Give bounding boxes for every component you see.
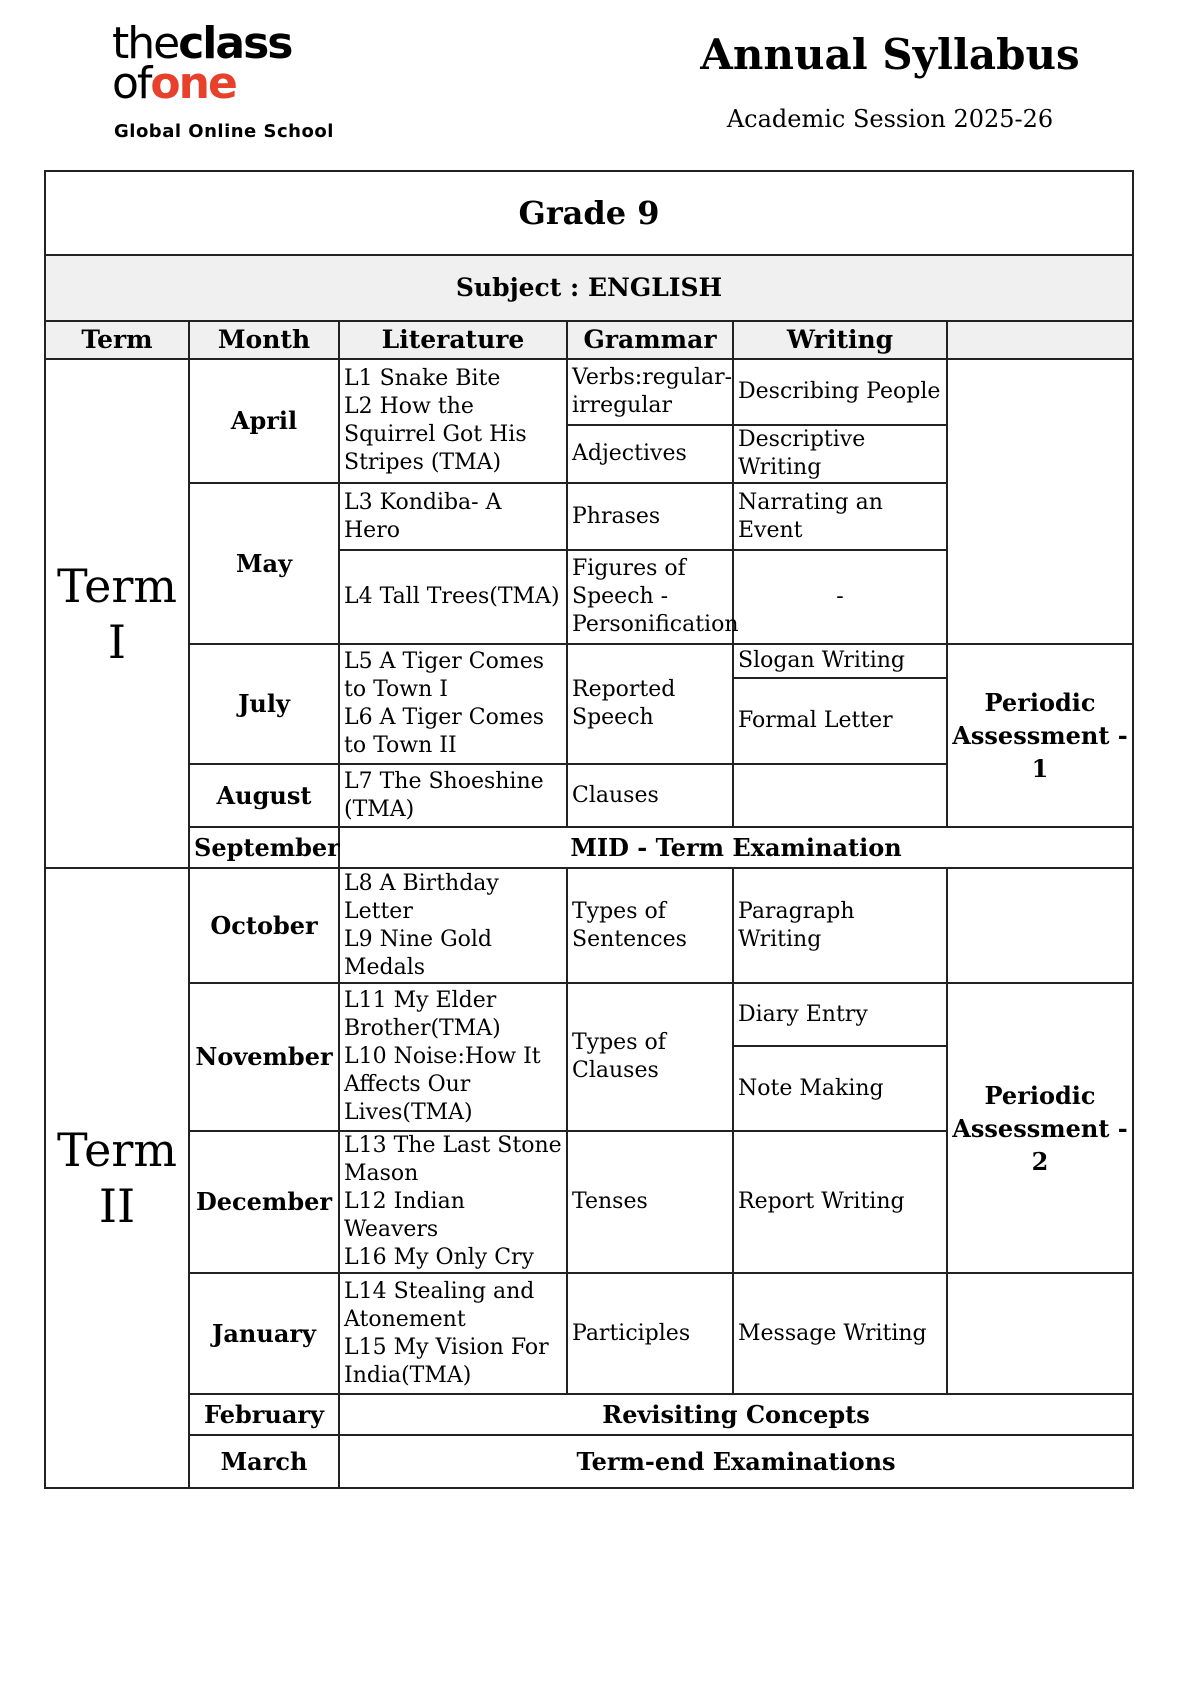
writing-august bbox=[733, 764, 947, 827]
grammar-may-2: Figures of Speech - Personification bbox=[567, 550, 733, 644]
literature-may-2: L4 Tall Trees(TMA) bbox=[339, 550, 567, 644]
revisiting-concepts: Revisiting Concepts bbox=[339, 1394, 1133, 1435]
month-april: April bbox=[189, 359, 339, 483]
writing-october: Paragraph Writing bbox=[733, 868, 947, 983]
lesson-item: L9 Nine Gold Medals bbox=[344, 926, 493, 980]
lesson-item: L12 Indian Weavers bbox=[344, 1189, 465, 1242]
table-row bbox=[45, 983, 1133, 1046]
month-february: February bbox=[189, 1394, 339, 1435]
writing-december: Report Writing bbox=[733, 1131, 947, 1273]
column-header-grammar: Grammar bbox=[567, 321, 733, 359]
month-october: October bbox=[189, 868, 339, 983]
school-logo bbox=[112, 18, 352, 142]
grammar-april-1: Verbs:regular-irregular bbox=[567, 359, 733, 425]
logo-line-1: theclass bbox=[112, 18, 292, 69]
term-1-label: Term I bbox=[45, 359, 189, 868]
table-row bbox=[45, 1435, 1133, 1488]
logo-line-2: ofone bbox=[112, 58, 236, 109]
lesson-item: L8 A Birthday Letter bbox=[344, 870, 499, 924]
grammar-november: Types of Clauses bbox=[567, 983, 733, 1131]
assessment-empty-cell bbox=[947, 359, 1133, 644]
table-row bbox=[45, 644, 1133, 678]
grammar-april-2: Adjectives bbox=[567, 425, 733, 483]
subject-heading: Subject : ENGLISH bbox=[45, 255, 1133, 321]
table-row bbox=[45, 359, 1133, 425]
month-december: December bbox=[189, 1131, 339, 1273]
periodic-assessment-1: Periodic Assessment - 1 bbox=[947, 644, 1133, 827]
grammar-december: Tenses bbox=[567, 1131, 733, 1273]
column-header-row bbox=[45, 321, 1133, 359]
term-2-label: Term II bbox=[45, 868, 189, 1488]
writing-november-2: Note Making bbox=[733, 1046, 947, 1131]
writing-november-1: Diary Entry bbox=[733, 983, 947, 1046]
column-header-literature: Literature bbox=[339, 321, 567, 359]
academic-session: Academic Session 2025-26 bbox=[726, 105, 1054, 133]
table-row bbox=[45, 1394, 1133, 1435]
table-row bbox=[45, 868, 1133, 983]
literature-may-1: L3 Kondiba- A Hero bbox=[339, 483, 567, 550]
literature-december bbox=[339, 1131, 567, 1273]
literature-january bbox=[339, 1273, 567, 1394]
logo-tagline: Global Online School bbox=[114, 121, 334, 142]
column-header-writing: Writing bbox=[733, 321, 947, 359]
literature-july bbox=[339, 644, 567, 764]
writing-april-1: Describing People bbox=[733, 359, 947, 425]
assessment-empty-cell bbox=[947, 1273, 1133, 1394]
lesson-item: L5 A Tiger Comes to Town I bbox=[344, 649, 545, 702]
month-september: September bbox=[189, 827, 339, 868]
literature-october bbox=[339, 868, 567, 983]
month-may: May bbox=[189, 483, 339, 644]
writing-july-2: Formal Letter bbox=[733, 678, 947, 764]
lesson-item: L14 Stealing and Atonement bbox=[344, 1278, 535, 1332]
writing-may-2: - bbox=[733, 550, 947, 644]
month-july: July bbox=[189, 644, 339, 764]
month-march: March bbox=[189, 1435, 339, 1488]
month-november: November bbox=[189, 983, 339, 1131]
writing-july-1: Slogan Writing bbox=[733, 644, 947, 678]
literature-november bbox=[339, 983, 567, 1131]
month-january: January bbox=[189, 1273, 339, 1394]
grammar-july: Reported Speech bbox=[567, 644, 733, 764]
column-header-term: Term bbox=[45, 321, 189, 359]
column-header-month: Month bbox=[189, 321, 339, 359]
periodic-assessment-2: Periodic Assessment - 2 bbox=[947, 983, 1133, 1273]
grammar-january: Participles bbox=[567, 1273, 733, 1394]
assessment-empty-cell bbox=[947, 868, 1133, 983]
lesson-item: L15 My Vision For India(TMA) bbox=[344, 1334, 549, 1388]
writing-january: Message Writing bbox=[733, 1273, 947, 1394]
column-header-assessment bbox=[947, 321, 1133, 359]
lesson-item: L6 A Tiger Comes to Town II bbox=[344, 705, 545, 758]
term-end-examinations: Term-end Examinations bbox=[339, 1435, 1133, 1488]
lesson-item: L16 My Only Cry bbox=[344, 1245, 534, 1270]
lesson-item: L1 Snake Bite bbox=[344, 366, 501, 391]
document-title: Annual Syllabus bbox=[700, 30, 1080, 79]
writing-april-2: Descriptive Writing bbox=[733, 425, 947, 483]
lesson-item: L13 The Last Stone Mason bbox=[344, 1133, 562, 1186]
literature-april bbox=[339, 359, 567, 483]
lesson-item: L11 My Elder Brother(TMA) bbox=[344, 988, 501, 1041]
table-row bbox=[45, 827, 1133, 868]
month-august: August bbox=[189, 764, 339, 827]
lesson-item: L2 How the Squirrel Got His Stripes (TMA) bbox=[344, 394, 527, 475]
lesson-item: L10 Noise:How It Affects Our Lives(TMA) bbox=[344, 1044, 541, 1125]
mid-term-examination: MID - Term Examination bbox=[339, 827, 1133, 868]
syllabus-table bbox=[44, 170, 1134, 1489]
grammar-may-1: Phrases bbox=[567, 483, 733, 550]
literature-august: L7 The Shoeshine (TMA) bbox=[339, 764, 567, 827]
writing-may-1: Narrating an Event bbox=[733, 483, 947, 550]
grade-heading: Grade 9 bbox=[45, 171, 1133, 255]
table-row bbox=[45, 1273, 1133, 1394]
grammar-october: Types of Sentences bbox=[567, 868, 733, 983]
grammar-august: Clauses bbox=[567, 764, 733, 827]
